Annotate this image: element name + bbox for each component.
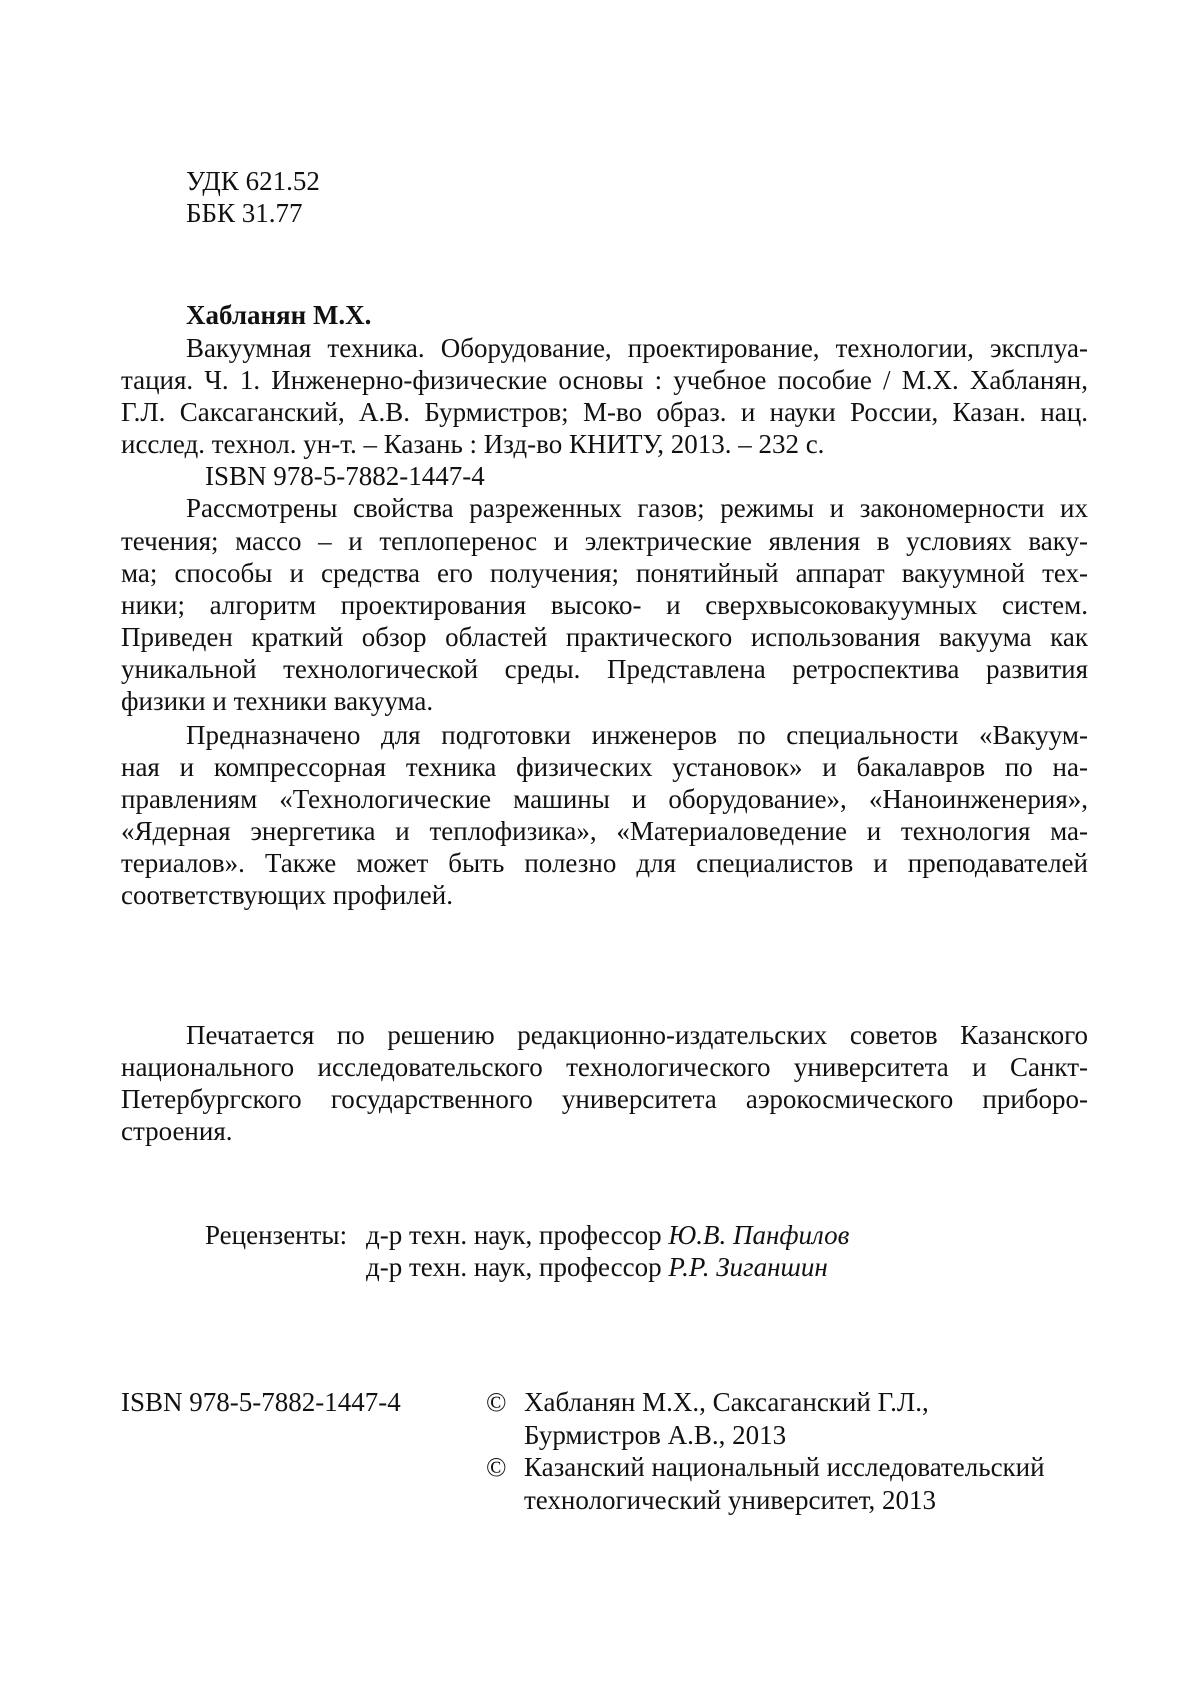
- footer-isbn: ISBN 978-5-7882-1447-4: [121, 1387, 401, 1417]
- abstract1-line-5: Приведен краткий обзор областей практического использования вакуума как: [121, 622, 1088, 652]
- reviewer-2-title: д-р техн. наук, профессор: [366, 1252, 662, 1282]
- copyright-symbol-2: ©: [486, 1452, 507, 1482]
- author-heading: Хабланян М.Х.: [186, 300, 372, 330]
- abstract1-line-4: ники; алгоритм проектирования высоко- и сверхвысоковакуумных систем.: [121, 590, 1088, 620]
- printing-line-4: строения.: [121, 1116, 233, 1146]
- abstract1-line-2: течения; массо – и теплоперенос и электрические явления в условиях ваку-: [121, 526, 1088, 556]
- reviewers-label: Рецензенты:: [205, 1220, 348, 1250]
- biblio-line-1: Вакуумная техника. Оборудование, проектирование, технологии, эксплуа-: [186, 333, 1088, 363]
- abstract2-line-1: Предназначено для подготовки инженеров по специальности «Вакуум-: [186, 720, 1088, 750]
- isbn-line: ISBN 978-5-7882-1447-4: [205, 461, 485, 491]
- reviewer-1-title: д-р техн. наук, профессор: [366, 1220, 662, 1250]
- biblio-line-3: Г.Л. Саксаганский, А.В. Бурмистров; М-во образ. и науки России, Казан. нац.: [121, 397, 1088, 427]
- abstract1-line-3: ма; способы и средства его получения; понятийный аппарат вакуумной тех-: [121, 558, 1088, 588]
- biblio-line-2: тация. Ч. 1. Инженерно-физические основы : учебное пособие / М.Х. Хабланян,: [121, 365, 1088, 395]
- bbk-code: ББК 31.77: [186, 198, 303, 228]
- abstract2-line-6: соответствующих профилей.: [121, 880, 453, 910]
- printing-line-3: Петербургского государственного университета аэрокосмического приборо-: [121, 1084, 1088, 1114]
- reviewer-1: [366, 1220, 849, 1250]
- abstract1-line-6: уникальной технологической среды. Представлена ретроспектива развития: [121, 654, 1088, 684]
- abstract2-line-3: правлениям «Технологические машины и оборудование», «Наноинженерия»,: [121, 784, 1088, 814]
- reviewer-1-name: Ю.В. Панфилов: [668, 1220, 850, 1250]
- copyright-2-line-1: Казанский национальный исследовательский: [524, 1452, 1045, 1482]
- reviewer-2-name: Р.Р. Зиганшин: [668, 1252, 828, 1282]
- copyright-1-line-2: Бурмистров А.В., 2013: [524, 1420, 787, 1450]
- abstract1-line-1: Рассмотрены свойства разреженных газов; режимы и закономерности их: [186, 493, 1088, 523]
- abstract1-line-7: физики и техники вакуума.: [121, 686, 434, 716]
- copyright-2-line-2: технологический университет, 2013: [524, 1485, 936, 1515]
- abstract2-line-4: «Ядерная энергетика и теплофизика», «Материаловедение и технология ма-: [121, 816, 1088, 846]
- reviewer-2: [366, 1252, 828, 1282]
- copyright-symbol-1: ©: [486, 1387, 507, 1417]
- printing-line-1: Печатается по решению редакционно-издательских советов Казанского: [186, 1020, 1088, 1050]
- udk-code: УДК 621.52: [186, 166, 320, 196]
- abstract2-line-2: ная и компрессорная техника физических установок» и бакалавров по на-: [121, 752, 1088, 782]
- abstract2-line-5: териалов». Также может быть полезно для специалистов и преподавателей: [121, 848, 1088, 878]
- printing-line-2: национального исследовательского технологического университета и Санкт-: [121, 1052, 1088, 1082]
- copyright-1-line-1: Хабланян М.Х., Саксаганский Г.Л.,: [524, 1387, 929, 1417]
- biblio-line-4: исслед. технол. ун-т. – Казань : Изд-во КНИТУ, 2013. – 232 с.: [121, 429, 825, 459]
